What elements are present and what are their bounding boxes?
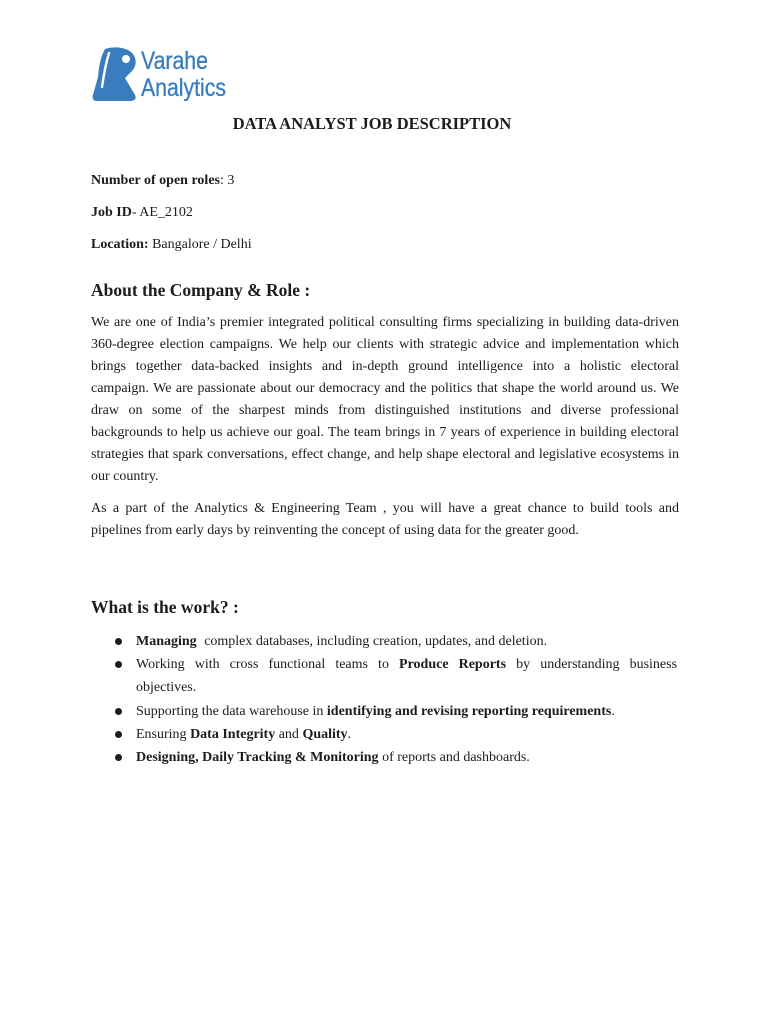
logo-icon-eye	[122, 55, 130, 63]
list-item-plain: Working with cross functional teams to	[136, 657, 389, 672]
list-item-text	[136, 630, 677, 653]
list-item-plain: Supporting the data warehouse in	[136, 704, 324, 719]
open-roles-line	[91, 170, 234, 192]
logo-icon	[92, 47, 138, 101]
list-item-plain: and	[278, 727, 299, 742]
bullet-icon	[115, 731, 122, 738]
list-item-text-continued: objectives.	[136, 680, 197, 695]
list-item-bold: Produce Reports	[399, 657, 507, 672]
list-item	[136, 746, 677, 769]
list-item	[136, 630, 677, 653]
location-label: Location:	[91, 237, 149, 252]
job-id-separator: -	[131, 205, 137, 220]
location-value: Bangalore / Delhi	[152, 237, 252, 252]
open-roles-label: Number of open roles	[91, 173, 220, 188]
job-id-label: Job ID	[91, 205, 132, 220]
paragraph-line: draw on some of the sharpest minds from distinguished institutions and diverse professional	[91, 403, 679, 418]
list-item-plain: .	[611, 704, 615, 719]
list-item-bold: Quality	[302, 727, 348, 742]
list-item-bold: Designing, Daily Tracking & Monitoring	[136, 750, 379, 765]
list-item-plain: complex databases, including creation, updates, and deletion.	[204, 634, 548, 649]
paragraph-line: strategies that spark conversations, effect change, and help shape electoral and legislative ecosystems in	[91, 447, 679, 462]
paragraph-line: As a part of the Analytics & Engineering Team , you will have a great chance to build tools and	[91, 501, 679, 516]
list-item-plain: of reports and dashboards.	[382, 750, 530, 765]
about-paragraph-1	[91, 312, 679, 488]
logo-wordmark-line2: Analytics	[141, 74, 227, 102]
list-item-text	[136, 653, 677, 676]
location-line	[91, 234, 252, 256]
paragraph-line: brings together data-backed insights and in-depth ground intelligence into a holistic electoral	[91, 359, 679, 374]
bullet-icon	[115, 708, 122, 715]
list-item-text	[136, 700, 677, 723]
paragraph-line: our country.	[91, 469, 159, 484]
list-item-bold: identifying and revising reporting requirements	[326, 704, 612, 719]
list-item-bold: Data Integrity	[190, 727, 276, 742]
paragraph-line: 360-degree election campaigns. We help our clients with strategic advice and implementation which	[91, 337, 679, 352]
list-item-plain: .	[347, 727, 352, 742]
list-item	[136, 723, 677, 746]
about-heading: About the Company & Role :	[91, 280, 311, 300]
bullet-icon	[115, 661, 122, 668]
bullet-icon	[115, 754, 122, 761]
list-item-text	[136, 723, 677, 746]
paragraph-line: pipelines from early days by reinventing the concept of using data for the greater good.	[91, 523, 579, 538]
list-item-bold: Managing	[136, 634, 197, 649]
job-id-line	[91, 202, 193, 224]
list-item-plain: by understanding business	[516, 657, 678, 672]
logo-wordmark-line1: Varahe	[141, 47, 208, 75]
list-item-plain: Ensuring	[136, 727, 187, 742]
about-paragraph-2	[91, 498, 679, 542]
paragraph-line: campaign. We are passionate about our democracy and the politics that shape the world around us. We	[91, 381, 679, 396]
bullet-icon	[115, 638, 122, 645]
paragraph-line: We are one of India’s premier integrated political consulting firms specializing in building data-driven	[91, 315, 679, 330]
list-item-text	[136, 746, 677, 769]
list-item	[136, 700, 677, 723]
list-item	[136, 653, 677, 699]
page-title: DATA ANALYST JOB DESCRIPTION	[232, 114, 512, 133]
open-roles-value: 3	[227, 173, 235, 188]
work-heading: What is the work? :	[91, 597, 239, 617]
logo-icon-shape	[93, 47, 136, 101]
open-roles-separator: :	[219, 173, 224, 188]
job-id-value: AE_2102	[139, 205, 193, 220]
paragraph-line: backgrounds to help us achieve our goal. The team brings in 7 years of experience in building electoral	[91, 425, 679, 440]
